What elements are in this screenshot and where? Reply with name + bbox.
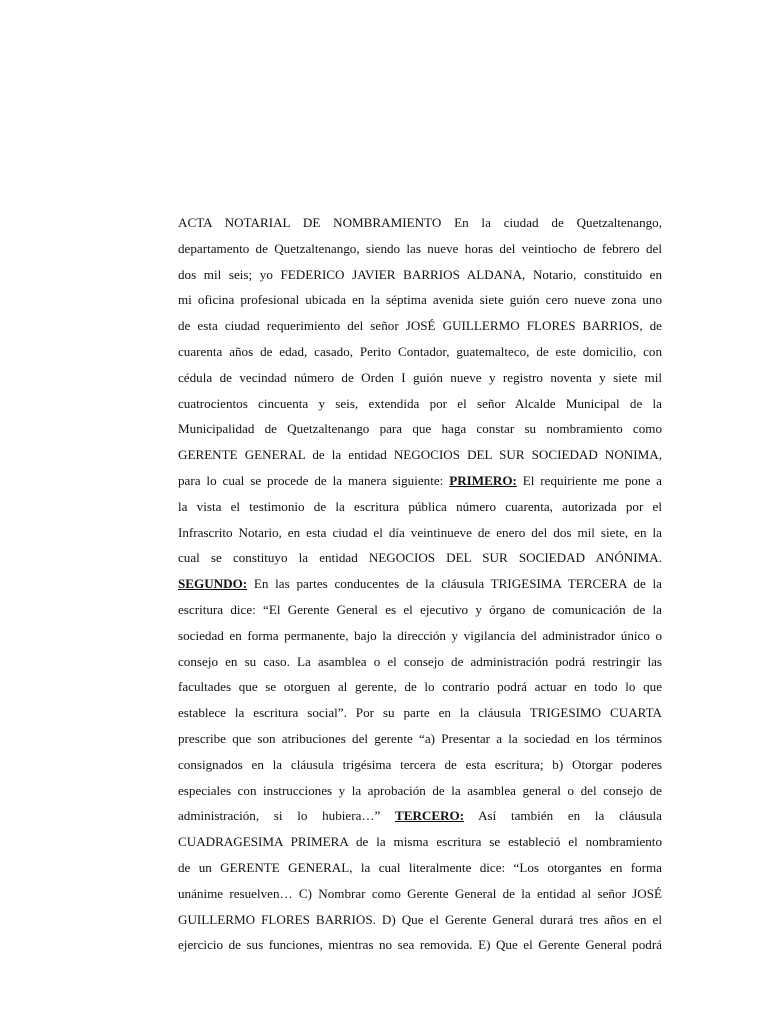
notarial-act-text [178, 210, 662, 958]
text-segment: cual se constituyo la entidad NEGOCIOS DEL SUR SOCIEDAD ANÓNIMA. [178, 550, 662, 566]
text-line [178, 210, 662, 236]
text-line [178, 262, 662, 288]
text-line [178, 468, 662, 494]
clause-heading: TERCERO: [394, 808, 465, 824]
text-segment: unánime resuelven… C) Nombrar como Gerente General de la entidad al señor JOSÉ [178, 885, 662, 901]
text-line [178, 752, 662, 778]
text-line [178, 391, 662, 417]
clause-heading: SEGUNDO: [178, 576, 248, 592]
text-line [178, 726, 662, 752]
text-line [178, 932, 662, 958]
text-segment: cuatrocientos cincuenta y seis, extendida por el señor Alcalde Municipal de la [178, 395, 662, 411]
text-segment: En las partes conducentes de la cláusula TRIGESIMA TERCERA de la [247, 576, 662, 592]
text-line [178, 365, 662, 391]
text-segment: de un GERENTE GENERAL, la cual literalmente dice: “Los otorgantes en forma [178, 859, 662, 875]
text-line [178, 829, 662, 855]
text-segment: GUILLERMO FLORES BARRIOS. D) Que el Gerente General durará tres años en el [178, 911, 662, 927]
text-line [178, 623, 662, 649]
text-segment: establece la escritura social”. Por su parte en la cláusula TRIGESIMO CUARTA [178, 705, 662, 721]
text-line [178, 313, 662, 339]
text-segment: para lo cual se procede de la manera siguiente: [178, 472, 450, 488]
text-line [178, 674, 662, 700]
text-line [178, 416, 662, 442]
text-segment: cédula de vecindad número de Orden I guión nueve y registro noventa y siete mil [178, 369, 662, 385]
text-segment: sociedad en forma permanente, bajo la dirección y vigilancia del administrador único o [178, 627, 662, 643]
text-segment: ACTA NOTARIAL DE NOMBRAMIENTO En la ciudad de Quetzaltenango, [178, 215, 662, 230]
text-line [178, 545, 662, 571]
text-segment: cuarenta años de edad, casado, Perito Contador, guatemalteco, de este domicilio, con [178, 343, 662, 359]
text-segment: dos mil seis; yo FEDERICO JAVIER BARRIOS ALDANA, Notario, constituido en [178, 266, 662, 282]
text-line [178, 907, 662, 933]
text-segment: Así también en la cláusula [464, 808, 662, 824]
text-segment: consignados en la cláusula trigésima tercera de esta escritura; b) Otorgar poderes [178, 756, 662, 772]
text-line [178, 778, 662, 804]
text-line [178, 442, 662, 468]
text-segment: la vista el testimonio de la escritura pública número cuarenta, autorizada por el [178, 498, 662, 514]
text-segment: de esta ciudad requerimiento del señor JOSÉ GUILLERMO FLORES BARRIOS, de [178, 318, 662, 334]
text-line [178, 494, 662, 520]
text-segment: especiales con instrucciones y la aprobación de la asamblea general o del consejo de [178, 782, 662, 798]
text-segment: consejo en su caso. La asamblea o el consejo de administración podrá restringir las [178, 653, 662, 669]
text-line [178, 700, 662, 726]
text-segment: GERENTE GENERAL de la entidad NEGOCIOS DEL SUR SOCIEDAD NONIMA, [178, 447, 662, 463]
text-line [178, 520, 662, 546]
text-segment: ejercicio de sus funciones, mientras no sea removida. E) Que el Gerente General podrá [178, 937, 662, 953]
text-segment: departamento de Quetzaltenango, siendo las nueve horas del veintiocho de febrero del [178, 240, 662, 256]
text-segment: Infrascrito Notario, en esta ciudad el día veintinueve de enero del dos mil siete, en la [178, 524, 662, 540]
text-segment: CUADRAGESIMA PRIMERA de la misma escritura se estableció el nombramiento [178, 834, 662, 850]
text-line [178, 236, 662, 262]
text-segment: prescribe que son atribuciones del gerente “a) Presentar a la sociedad en los términos [178, 730, 662, 746]
text-line [178, 649, 662, 675]
clause-heading: PRIMERO: [449, 472, 517, 488]
text-line [178, 571, 662, 597]
text-segment: El requiriente me pone a [516, 472, 662, 488]
text-line [178, 597, 662, 623]
text-line [178, 287, 662, 313]
text-segment: Municipalidad de Quetzaltenango para que haga constar su nombramiento como [178, 421, 662, 437]
text-line [178, 881, 662, 907]
text-line [178, 855, 662, 881]
text-segment: escritura dice: “El Gerente General es el ejecutivo y órgano de comunicación de la [178, 601, 662, 617]
text-line [178, 339, 662, 365]
text-segment: administración, si lo hubiera…” [178, 808, 395, 824]
text-line [178, 803, 662, 829]
text-segment: mi oficina profesional ubicada en la séptima avenida siete guión cero nueve zona uno [178, 292, 662, 308]
text-segment: facultades que se otorguen al gerente, de lo contrario podrá actuar en todo lo que [178, 679, 662, 695]
